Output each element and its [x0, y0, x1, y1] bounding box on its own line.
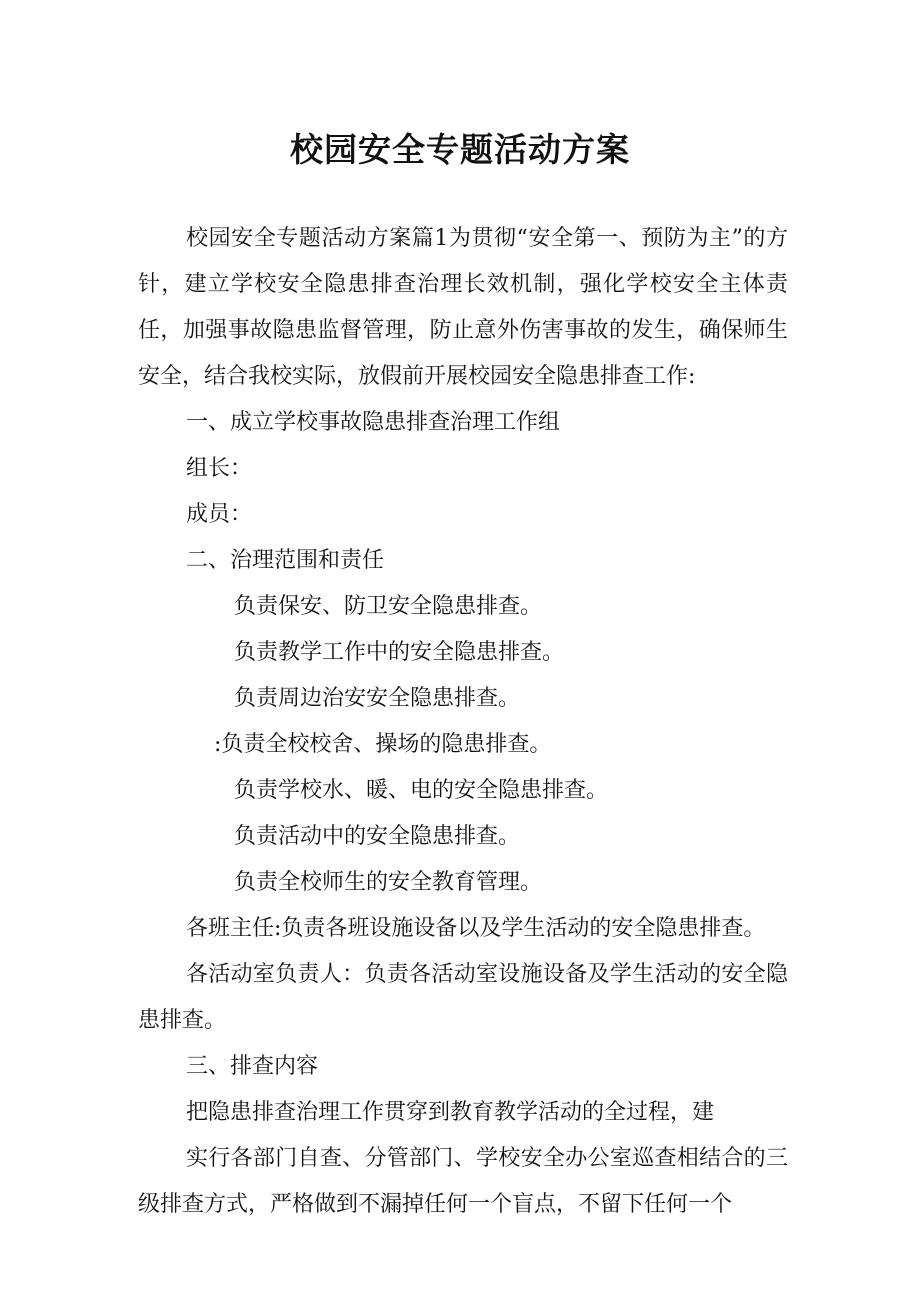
content-paragraph: 实行各部门自查、分管部门、学校安全办公室巡查相结合的三级排查方式，严格做到不漏掉任何一个盲点，不留下任何一个 — [138, 1146, 788, 1217]
leader-line: 组长： — [186, 456, 253, 481]
content-paragraph: 把隐患排查治理工作贯穿到教育教学活动的全过程，建 — [186, 1100, 715, 1125]
responsibility-item: 负责保安、防卫安全隐患排查。 — [234, 594, 543, 619]
responsibility-item: :负责全校校舍、操场的隐患排查。 — [214, 732, 552, 757]
responsibility-item: 负责教学工作中的安全隐患排查。 — [234, 640, 565, 665]
section-heading-1: 一、成立学校事故隐患排查治理工作组 — [186, 410, 561, 435]
responsibility-item: 负责活动中的安全隐患排查。 — [234, 824, 521, 849]
document-body — [138, 216, 788, 1228]
responsibility-item: 负责全校师生的安全教育管理。 — [234, 870, 543, 895]
responsibility-item: 负责学校水、暖、电的安全隐患排查。 — [234, 778, 609, 803]
members-line: 成员： — [186, 502, 253, 527]
activity-room-paragraph: 各活动室负责人：负责各活动室设施设备及学生活动的安全隐患排查。 — [138, 962, 788, 1033]
document-title: 校园安全专题活动方案 — [290, 130, 630, 169]
intro-paragraph: 校园安全专题活动方案篇1为贯彻“安全第一、预防为主”的方针，建立学校安全隐患排查治理长效机制，强化学校安全主体责任，加强事故隐患监督管理，防止意外伤害事故的发生，确保师生安全，结合我校实际，放假前开展校园安全隐患排查工作: — [138, 226, 788, 389]
section-heading-2: 二、治理范围和责任 — [186, 548, 385, 573]
section-heading-3: 三、排查内容 — [186, 1054, 319, 1079]
responsibility-item: 负责周边治安安全隐患排查。 — [234, 686, 521, 711]
class-teacher-paragraph: 各班主任:负责各班设施设备以及学生活动的安全隐患排查。 — [186, 916, 766, 941]
